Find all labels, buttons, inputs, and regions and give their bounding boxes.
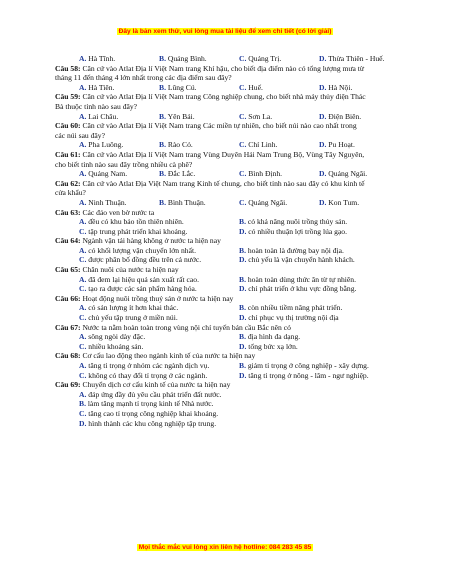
option-text: Pu Hoạt. (328, 140, 355, 150)
answer-option (79, 409, 218, 418)
options-row (55, 217, 400, 227)
option-letter: D. (319, 82, 327, 92)
option-text: đều có khu bảo tồn thiên nhiên. (88, 217, 184, 227)
question-stem-line (55, 380, 400, 390)
question-stem-line (55, 265, 400, 275)
option-text: Đắc Lắc. (167, 169, 196, 179)
question-stem-line (55, 236, 400, 246)
question-number: Câu 58: (55, 63, 81, 73)
option-letter: D. (239, 255, 247, 265)
answer-option (159, 140, 239, 150)
answer-option (79, 227, 239, 237)
option-letter: D. (239, 341, 247, 351)
answer-option (239, 275, 399, 285)
answer-option (159, 169, 239, 179)
option-letter: A. (79, 140, 87, 150)
question-text: Hoạt động nuôi trồng thuỷ sản ở nước ta hiện nay (82, 293, 234, 303)
answer-option (319, 169, 399, 179)
options-row (55, 303, 400, 313)
option-text: không có thay đổi tỉ trọng ở các ngành. (88, 370, 208, 380)
preview-banner-text: Đây là bản xem thử, vui lòng mua tài liệu để xem chi tiết (có lời giải) (118, 28, 332, 35)
question (55, 150, 400, 179)
question-list (55, 64, 400, 429)
option-letter: D. (319, 140, 327, 150)
option-text: Bình Thuận. (167, 197, 206, 207)
option-letter: B. (159, 82, 166, 92)
answer-option (79, 112, 159, 122)
question-number: Câu 62: (55, 178, 81, 188)
question-text: Bà thuộc tỉnh nào sau đây? (55, 101, 138, 111)
options-row (55, 275, 400, 285)
question-number: Câu 69: (55, 380, 81, 390)
question-text: Các đảo ven bờ nước ta (82, 207, 155, 217)
option-letter: D. (239, 226, 247, 236)
answer-option (239, 246, 399, 256)
answer-option (79, 419, 216, 428)
option-letter: A. (79, 197, 87, 207)
answer-option (319, 140, 399, 150)
option-letter: B. (159, 169, 166, 179)
question-number: Câu 66: (55, 293, 81, 303)
options-row (55, 227, 400, 237)
answer-option (239, 313, 399, 323)
option-text: Pha Luông. (88, 140, 124, 150)
options-row (55, 399, 400, 409)
option-text: Hà Nội. (328, 82, 353, 92)
answer-option (79, 303, 239, 313)
question-stem-line (55, 351, 400, 361)
question-number: Câu 61: (55, 149, 81, 159)
option-text: đáp ứng đầy đủ yêu cầu phát triển đất nước. (88, 389, 222, 399)
option-letter: A. (79, 217, 87, 227)
question-number: Câu 68: (55, 351, 81, 361)
option-letter: B. (239, 274, 246, 284)
answer-option (79, 169, 159, 179)
option-text: chủ yếu tập trung ở miền núi. (88, 313, 178, 323)
option-text: tập trung phát triển khai khoáng. (88, 226, 188, 236)
option-text: Điện Biên. (328, 111, 362, 121)
question-stem-line (55, 121, 400, 131)
option-letter: B. (239, 332, 246, 342)
question-stem-line (55, 73, 400, 83)
option-text: tăng cao tỉ trọng công nghiệp khai khoáng. (88, 408, 219, 418)
question-text: Căn cứ vào Atlat Địa lí Việt Nam trang Vùng Duyên Hải Nam Trung Bộ, Vùng Tây Nguyên, (82, 149, 365, 159)
option-text: nhiều khoáng sản. (88, 341, 144, 351)
option-letter: C. (79, 370, 87, 380)
option-letter: B. (239, 245, 246, 255)
option-text: Lai Châu. (88, 111, 119, 121)
question-text: các núi sau đây? (55, 130, 105, 140)
question (55, 323, 400, 352)
option-letter: C. (239, 140, 247, 150)
question-stem-line (55, 102, 400, 112)
option-letter: C. (239, 82, 247, 92)
answer-option (79, 198, 159, 208)
option-letter: B. (79, 399, 86, 409)
question (55, 265, 400, 294)
preview-banner (0, 28, 450, 36)
option-text: tổng bức xạ lớn. (248, 341, 298, 351)
options-row (55, 361, 400, 371)
answer-option (79, 217, 239, 227)
question-number: Câu 63: (55, 207, 81, 217)
answer-option (239, 169, 319, 179)
options-row (55, 198, 400, 208)
option-text: có nhiều thuận lợi trồng lúa gạo. (248, 226, 348, 236)
answer-option (239, 303, 399, 313)
question-text: tháng 11 đến tháng 4 lớn nhất trong các địa điểm sau đây? (55, 73, 232, 83)
question-text: Ngành vận tải hàng không ở nước ta hiện nay (82, 236, 221, 246)
option-letter: B. (159, 140, 166, 150)
option-letter: C. (79, 284, 87, 294)
question-stem-line (55, 150, 400, 160)
option-text: Quảng Nam. (88, 169, 128, 179)
options-row (55, 313, 400, 323)
options-row (55, 169, 400, 179)
option: B. Quảng Bình. (159, 54, 207, 63)
contact-banner (0, 544, 450, 552)
question-text: Căn cứ vào Atlat Địa lí Việt Nam trang Các miền tự nhiên, cho biết núi nào cao nhất trong (82, 121, 357, 131)
answer-option (79, 140, 159, 150)
contact-banner-text: Mọi thắc mắc vui lòng xin liên hệ hotline: 084 283 45 85 (138, 544, 312, 551)
option-letter: D. (79, 418, 87, 428)
question (55, 236, 400, 265)
question (55, 208, 400, 237)
option-text: Ninh Thuận. (88, 197, 127, 207)
option-letter: C. (239, 111, 247, 121)
option-text: chỉ phát triển ở khu vực đồng bằng. (248, 284, 357, 294)
option-text: Lũng Cú. (167, 82, 197, 92)
option-text: Hà Tiên. (88, 82, 115, 92)
question-text: Chuyển dịch cơ cấu kinh tế của nước ta hiện nay (82, 380, 231, 390)
option-text: đã đem lại hiệu quả sản xuất rất cao. (88, 274, 199, 284)
option-text: Quảng Ngãi. (248, 197, 288, 207)
question-text: Căn cứ vào Atlat Địa lí Việt Nam trang Khí hậu, cho biết địa điểm nào có tổng lượng mưa từ (82, 63, 365, 73)
option: D. Thừa Thiên - Huế. (319, 54, 385, 63)
option-letter: A. (79, 274, 87, 284)
question-stem-line (55, 64, 400, 74)
answer-option (79, 246, 239, 256)
option-letter: C. (79, 226, 87, 236)
option-text: Huế. (248, 82, 263, 92)
option-letter: C. (239, 169, 247, 179)
question (55, 380, 400, 428)
options-row (55, 390, 400, 400)
option-text: Bình Định. (248, 169, 283, 179)
option-letter: C. (79, 408, 87, 418)
option-letter: A. (79, 111, 87, 121)
answer-option (239, 255, 399, 265)
question-text: Căn cứ vào Atlat Địa lí Việt Nam trang Công nghiệp chung, cho biết nhà máy thủy điện Thác (82, 92, 366, 102)
question-number: Câu 64: (55, 236, 81, 246)
answer-option (79, 83, 159, 93)
options-row (55, 342, 400, 352)
option-letter: D. (319, 169, 327, 179)
answer-option (159, 198, 239, 208)
answer-option (239, 112, 319, 122)
option-letter: A. (79, 303, 87, 313)
option-letter: C. (239, 197, 247, 207)
option-letter: B. (239, 217, 246, 227)
lead-options (55, 54, 400, 64)
option-letter: B. (159, 111, 166, 121)
options-row (55, 409, 400, 419)
question (55, 92, 400, 121)
answer-option (79, 371, 239, 381)
answer-option (319, 198, 399, 208)
answer-option (79, 342, 239, 352)
options-row (55, 83, 400, 93)
option-letter: C. (79, 341, 87, 351)
option-text: chỉ phục vụ thị trường nội địa (248, 313, 339, 323)
question (55, 351, 400, 380)
options-row (55, 246, 400, 256)
question-text: cửa khẩu? (55, 188, 86, 198)
question-stem-line (55, 323, 400, 333)
answer-option (239, 332, 399, 342)
option-text: còn nhiều tiềm năng phát triển. (247, 303, 343, 313)
option-text: hình thành các khu công nghiệp tập trung. (88, 418, 217, 428)
answer-option (79, 313, 239, 323)
option-letter: D. (239, 370, 247, 380)
question-number: Câu 59: (55, 92, 81, 102)
option-letter: B. (239, 361, 246, 370)
option: C. Quảng Trị. (239, 54, 282, 63)
question-number: Câu 60: (55, 121, 81, 131)
document-body (55, 54, 400, 428)
question-stem-line (55, 294, 400, 304)
option-letter: B. (239, 303, 246, 313)
answer-option (159, 83, 239, 93)
question (55, 64, 400, 93)
answer-option (159, 112, 239, 122)
option-text: giảm tỉ trọng ở công nghiệp - xây dựng. (247, 361, 369, 370)
option-text: địa hình đa dạng. (247, 332, 301, 342)
question-stem-line (55, 188, 400, 198)
option-text: hoàn toàn là đường bay nội địa. (247, 245, 344, 255)
question-text: Cơ cấu lao động theo ngành kinh tế của nước ta hiện nay (82, 351, 256, 361)
option-letter: A. (79, 169, 87, 179)
options-row (55, 255, 400, 265)
answer-option (239, 342, 399, 352)
question-text: Nước ta nằm hoàn toàn trong vùng nội chí tuyến bán cầu Bắc nên có (82, 322, 291, 332)
question-number: Câu 67: (55, 322, 81, 332)
option-text: sông ngòi dày đặc. (88, 332, 146, 342)
option-letter: D. (239, 284, 247, 294)
answer-option (239, 140, 319, 150)
answer-option (79, 399, 213, 408)
answer-option (319, 83, 399, 93)
answer-option (239, 198, 319, 208)
question-stem-line (55, 160, 400, 170)
options-row (55, 419, 400, 429)
options-row (55, 284, 400, 294)
option-text: tăng tỉ trọng ở nhóm các ngành dịch vụ. (88, 361, 210, 370)
option-letter: A. (79, 361, 87, 370)
option-text: Chí Linh. (248, 140, 278, 150)
option-letter: C. (79, 255, 87, 265)
option-text: Quảng Ngãi. (328, 169, 368, 179)
question-text: Chăn nuôi của nước ta hiện nay (82, 265, 179, 275)
question-stem-line (55, 131, 400, 141)
options-row (55, 332, 400, 342)
option-letter: A. (79, 245, 87, 255)
answer-option (239, 83, 319, 93)
answer-option (319, 112, 399, 122)
option-text: có khả năng nuôi trồng thủy sản. (247, 217, 348, 227)
option-text: chủ yếu là vận chuyển hành khách. (248, 255, 355, 265)
option: A. Hà Tĩnh. (79, 54, 116, 63)
question-number: Câu 65: (55, 265, 81, 275)
answer-option (239, 284, 399, 294)
answer-option (79, 284, 239, 294)
option-letter: A. (79, 332, 87, 342)
question (55, 179, 400, 208)
option-text: tạo ra được các sản phẩm hàng hóa. (88, 284, 197, 294)
options-row (55, 112, 400, 122)
option-letter: D. (319, 111, 327, 121)
options-row (55, 140, 400, 150)
option-text: có khối lượng vận chuyển lớn nhất. (88, 245, 196, 255)
option-letter: C. (79, 313, 87, 323)
question-text: cho biết tỉnh nào sau đây trồng nhiều cà phê? (55, 159, 193, 169)
answer-option (239, 371, 399, 381)
option-text: Sơn La. (248, 111, 273, 121)
answer-option (239, 217, 399, 227)
option-letter: A. (79, 389, 87, 399)
answer-option (79, 275, 239, 285)
answer-option (239, 227, 399, 237)
answer-option (79, 332, 239, 342)
question (55, 121, 400, 150)
option-text: tăng tỉ trọng ở nông - lâm - ngư nghiệp. (248, 370, 369, 380)
question-stem-line (55, 92, 400, 102)
option-letter: A. (79, 82, 87, 92)
option-text: được phân bố đồng đều trên cả nước. (88, 255, 202, 265)
option-text: Kon Tum. (328, 197, 360, 207)
question (55, 294, 400, 323)
answer-option (79, 361, 239, 371)
option-text: Yên Bái. (167, 111, 195, 121)
question-stem-line (55, 208, 400, 218)
option-text: Rào Cỏ. (167, 140, 193, 150)
options-row (55, 371, 400, 381)
question-stem-line (55, 179, 400, 189)
option-text: có sản lượng ít hơn khai thác. (88, 303, 179, 313)
answer-option (79, 390, 222, 399)
option-text: hoàn toàn dùng thức ăn từ tự nhiên. (247, 274, 356, 284)
answer-option (239, 361, 399, 371)
answer-option (79, 255, 239, 265)
option-text: làm tăng mạnh tỉ trọng kinh tế Nhà nước. (87, 399, 214, 409)
question-text: Căn cứ vào Atlat Địa Việt Nam trang Kinh tế chung, cho biết tỉnh nào sau đây có khu kinh tế (82, 178, 365, 188)
option-letter: B. (159, 197, 166, 207)
option-letter: D. (239, 313, 247, 323)
option-letter: D. (319, 197, 327, 207)
